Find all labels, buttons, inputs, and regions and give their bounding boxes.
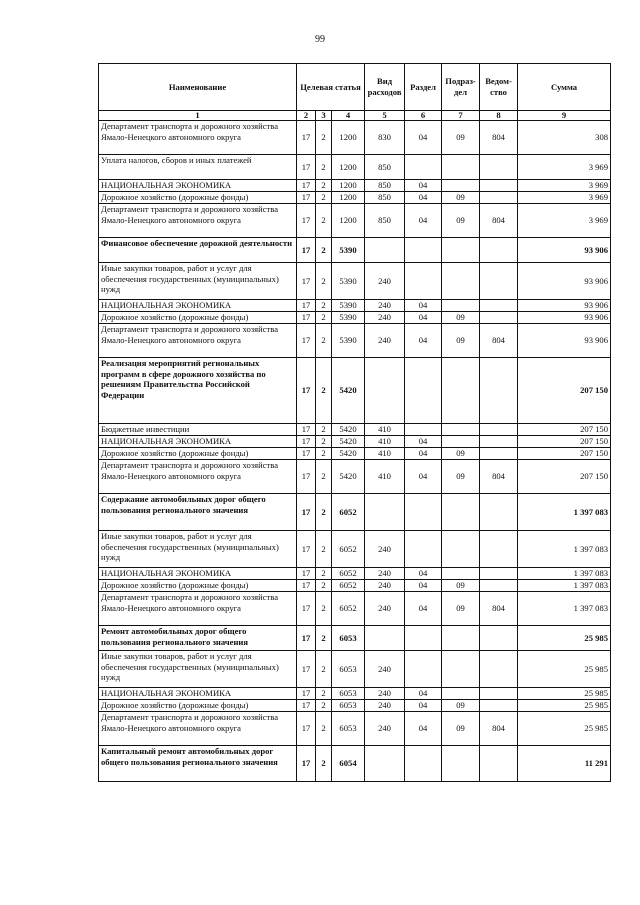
row-subsection-cell — [442, 180, 480, 192]
table-row — [99, 688, 611, 700]
row-article-code-cell: 6052 — [332, 580, 365, 592]
row-program-code-cell: 17 — [297, 436, 316, 448]
row-department-cell: 804 — [480, 324, 518, 358]
table-row — [99, 436, 611, 448]
row-article-code-cell: 6053 — [332, 626, 365, 651]
row-section-cell: 04 — [405, 300, 442, 312]
row-name-cell: Департамент транспорта и дорожного хозяйства Ямало-Ненецкого автономного округа — [99, 592, 297, 626]
table-row — [99, 448, 611, 460]
row-program-code-cell: 17 — [297, 651, 316, 688]
row-section-cell: 04 — [405, 568, 442, 580]
row-program-code-cell: 17 — [297, 358, 316, 424]
row-section-cell: 04 — [405, 460, 442, 494]
column-number: 4 — [332, 111, 365, 121]
row-article-code-cell: 6052 — [332, 531, 365, 568]
row-section-cell: 04 — [405, 688, 442, 700]
column-number: 7 — [442, 111, 480, 121]
row-subsection-cell — [442, 358, 480, 424]
row-section-cell: 04 — [405, 312, 442, 324]
row-subsection-cell: 09 — [442, 204, 480, 238]
row-article-code-cell: 5390 — [332, 300, 365, 312]
row-name-cell: Департамент транспорта и дорожного хозяйства Ямало-Ненецкого автономного округа — [99, 204, 297, 238]
row-amount-cell: 3 969 — [518, 155, 611, 180]
column-number-row — [99, 111, 611, 121]
row-name-cell: Департамент транспорта и дорожного хозяйства Ямало-Ненецкого автономного округа — [99, 712, 297, 746]
table-row — [99, 712, 611, 746]
row-subprogram-code-cell: 2 — [316, 436, 332, 448]
row-expense-type-cell: 240 — [365, 300, 405, 312]
row-subsection-cell — [442, 626, 480, 651]
table-row — [99, 324, 611, 358]
table-row — [99, 494, 611, 531]
column-number: 8 — [480, 111, 518, 121]
row-program-code-cell: 17 — [297, 263, 316, 300]
row-subprogram-code-cell: 2 — [316, 580, 332, 592]
row-department-cell — [480, 651, 518, 688]
row-article-code-cell: 5390 — [332, 263, 365, 300]
row-name-cell: НАЦИОНАЛЬНАЯ ЭКОНОМИКА — [99, 688, 297, 700]
table-row — [99, 155, 611, 180]
row-subsection-cell — [442, 155, 480, 180]
table-row — [99, 300, 611, 312]
row-program-code-cell: 17 — [297, 626, 316, 651]
row-article-code-cell: 5420 — [332, 448, 365, 460]
row-article-code-cell: 6053 — [332, 651, 365, 688]
row-name-cell: Содержание автомобильных дорог общего пользования регионального значения — [99, 494, 297, 531]
row-subsection-cell: 09 — [442, 712, 480, 746]
header-section: Раздел — [405, 64, 442, 111]
row-article-code-cell: 6053 — [332, 700, 365, 712]
row-subsection-cell — [442, 531, 480, 568]
row-article-code-cell: 1200 — [332, 155, 365, 180]
row-expense-type-cell — [365, 746, 405, 782]
table-row — [99, 700, 611, 712]
row-name-cell: Дорожное хозяйство (дорожные фонды) — [99, 192, 297, 204]
row-subprogram-code-cell: 2 — [316, 238, 332, 263]
row-expense-type-cell: 240 — [365, 312, 405, 324]
row-name-cell: Капитальный ремонт автомобильных дорог общего пользования регионального значения — [99, 746, 297, 782]
column-number: 5 — [365, 111, 405, 121]
row-amount-cell: 93 906 — [518, 324, 611, 358]
row-amount-cell: 207 150 — [518, 460, 611, 494]
row-section-cell: 04 — [405, 712, 442, 746]
row-section-cell — [405, 155, 442, 180]
row-program-code-cell: 17 — [297, 424, 316, 436]
row-amount-cell: 1 397 083 — [518, 531, 611, 568]
row-expense-type-cell: 410 — [365, 436, 405, 448]
row-department-cell — [480, 626, 518, 651]
row-department-cell: 804 — [480, 204, 518, 238]
row-subsection-cell — [442, 568, 480, 580]
row-department-cell: 804 — [480, 592, 518, 626]
row-department-cell: 804 — [480, 121, 518, 155]
row-program-code-cell: 17 — [297, 746, 316, 782]
row-amount-cell: 93 906 — [518, 263, 611, 300]
row-subprogram-code-cell: 2 — [316, 358, 332, 424]
row-subsection-cell: 09 — [442, 580, 480, 592]
row-section-cell — [405, 424, 442, 436]
table-row — [99, 592, 611, 626]
row-program-code-cell: 17 — [297, 531, 316, 568]
table-row — [99, 424, 611, 436]
row-subsection-cell — [442, 238, 480, 263]
table-row — [99, 238, 611, 263]
row-section-cell: 04 — [405, 324, 442, 358]
row-name-cell: Бюджетные инвестиции — [99, 424, 297, 436]
row-amount-cell: 1 397 083 — [518, 494, 611, 531]
row-program-code-cell: 17 — [297, 121, 316, 155]
row-expense-type-cell: 240 — [365, 700, 405, 712]
row-subsection-cell: 09 — [442, 324, 480, 358]
row-expense-type-cell: 410 — [365, 460, 405, 494]
row-amount-cell: 308 — [518, 121, 611, 155]
row-department-cell — [480, 494, 518, 531]
row-subprogram-code-cell: 2 — [316, 192, 332, 204]
column-number: 2 — [297, 111, 316, 121]
row-amount-cell: 93 906 — [518, 300, 611, 312]
row-article-code-cell: 5390 — [332, 312, 365, 324]
row-name-cell: Ремонт автомобильных дорог общего пользования регионального значения — [99, 626, 297, 651]
row-department-cell: 804 — [480, 712, 518, 746]
row-article-code-cell: 6052 — [332, 568, 365, 580]
row-program-code-cell: 17 — [297, 204, 316, 238]
row-expense-type-cell: 240 — [365, 568, 405, 580]
header-expense-type: Вид расходов — [365, 64, 405, 111]
row-amount-cell: 207 150 — [518, 436, 611, 448]
row-amount-cell: 207 150 — [518, 448, 611, 460]
row-amount-cell: 11 291 — [518, 746, 611, 782]
row-name-cell: НАЦИОНАЛЬНАЯ ЭКОНОМИКА — [99, 300, 297, 312]
row-name-cell: Дорожное хозяйство (дорожные фонды) — [99, 580, 297, 592]
row-amount-cell: 1 397 083 — [518, 568, 611, 580]
row-section-cell: 04 — [405, 204, 442, 238]
page-number: 99 — [315, 34, 325, 45]
row-subsection-cell: 09 — [442, 448, 480, 460]
row-subprogram-code-cell: 2 — [316, 700, 332, 712]
row-subprogram-code-cell: 2 — [316, 712, 332, 746]
row-expense-type-cell: 850 — [365, 204, 405, 238]
row-article-code-cell: 1200 — [332, 180, 365, 192]
row-department-cell — [480, 238, 518, 263]
row-name-cell: НАЦИОНАЛЬНАЯ ЭКОНОМИКА — [99, 568, 297, 580]
row-subprogram-code-cell: 2 — [316, 568, 332, 580]
row-program-code-cell: 17 — [297, 460, 316, 494]
row-amount-cell: 3 969 — [518, 204, 611, 238]
row-article-code-cell: 6052 — [332, 592, 365, 626]
row-article-code-cell: 5420 — [332, 424, 365, 436]
table-row — [99, 746, 611, 782]
row-amount-cell: 3 969 — [518, 192, 611, 204]
row-program-code-cell: 17 — [297, 580, 316, 592]
table-row — [99, 531, 611, 568]
row-subsection-cell: 09 — [442, 460, 480, 494]
row-article-code-cell: 6052 — [332, 494, 365, 531]
table-row — [99, 312, 611, 324]
row-section-cell: 04 — [405, 180, 442, 192]
row-program-code-cell: 17 — [297, 592, 316, 626]
table-row — [99, 180, 611, 192]
row-program-code-cell: 17 — [297, 712, 316, 746]
row-program-code-cell: 17 — [297, 312, 316, 324]
row-subsection-cell — [442, 424, 480, 436]
row-name-cell: НАЦИОНАЛЬНАЯ ЭКОНОМИКА — [99, 180, 297, 192]
column-number: 1 — [99, 111, 297, 121]
row-article-code-cell: 1200 — [332, 204, 365, 238]
row-amount-cell: 207 150 — [518, 358, 611, 424]
row-expense-type-cell: 850 — [365, 155, 405, 180]
table-row — [99, 568, 611, 580]
row-amount-cell: 25 985 — [518, 651, 611, 688]
row-department-cell — [480, 448, 518, 460]
row-name-cell: Уплата налогов, сборов и иных платежей — [99, 155, 297, 180]
row-subprogram-code-cell: 2 — [316, 592, 332, 626]
row-amount-cell: 25 985 — [518, 688, 611, 700]
row-program-code-cell: 17 — [297, 324, 316, 358]
row-subsection-cell — [442, 263, 480, 300]
row-department-cell — [480, 531, 518, 568]
row-department-cell — [480, 192, 518, 204]
row-expense-type-cell: 410 — [365, 448, 405, 460]
row-section-cell: 04 — [405, 700, 442, 712]
row-article-code-cell: 5390 — [332, 324, 365, 358]
row-amount-cell: 93 906 — [518, 238, 611, 263]
row-expense-type-cell — [365, 626, 405, 651]
row-department-cell — [480, 300, 518, 312]
row-subprogram-code-cell: 2 — [316, 626, 332, 651]
header-row — [99, 64, 611, 111]
row-article-code-cell: 1200 — [332, 192, 365, 204]
table-row — [99, 460, 611, 494]
row-subprogram-code-cell: 2 — [316, 263, 332, 300]
row-name-cell: Иные закупки товаров, работ и услуг для обеспечения государственных (муниципальных) нужд — [99, 651, 297, 688]
row-section-cell — [405, 626, 442, 651]
row-section-cell — [405, 263, 442, 300]
row-department-cell — [480, 155, 518, 180]
row-section-cell — [405, 651, 442, 688]
row-expense-type-cell: 830 — [365, 121, 405, 155]
header-name: Наименование — [99, 64, 297, 111]
row-subsection-cell: 09 — [442, 592, 480, 626]
row-amount-cell: 25 985 — [518, 700, 611, 712]
row-department-cell — [480, 688, 518, 700]
header-department: Ведом-ство — [480, 64, 518, 111]
row-amount-cell: 1 397 083 — [518, 592, 611, 626]
row-program-code-cell: 17 — [297, 688, 316, 700]
row-subsection-cell: 09 — [442, 312, 480, 324]
row-subprogram-code-cell: 2 — [316, 531, 332, 568]
row-expense-type-cell: 240 — [365, 531, 405, 568]
table-row — [99, 263, 611, 300]
row-subsection-cell — [442, 688, 480, 700]
row-subprogram-code-cell: 2 — [316, 746, 332, 782]
row-name-cell: НАЦИОНАЛЬНАЯ ЭКОНОМИКА — [99, 436, 297, 448]
budget-table — [98, 63, 611, 782]
row-section-cell: 04 — [405, 592, 442, 626]
row-article-code-cell: 1200 — [332, 121, 365, 155]
row-department-cell — [480, 358, 518, 424]
row-subprogram-code-cell: 2 — [316, 312, 332, 324]
row-subprogram-code-cell: 2 — [316, 121, 332, 155]
column-number: 9 — [518, 111, 611, 121]
row-name-cell: Дорожное хозяйство (дорожные фонды) — [99, 700, 297, 712]
row-subprogram-code-cell: 2 — [316, 180, 332, 192]
table-body — [99, 121, 611, 782]
row-expense-type-cell: 240 — [365, 651, 405, 688]
row-expense-type-cell: 410 — [365, 424, 405, 436]
row-subsection-cell — [442, 494, 480, 531]
row-amount-cell: 207 150 — [518, 424, 611, 436]
row-expense-type-cell — [365, 238, 405, 263]
row-subprogram-code-cell: 2 — [316, 155, 332, 180]
row-amount-cell: 1 397 083 — [518, 580, 611, 592]
row-article-code-cell: 6053 — [332, 712, 365, 746]
row-amount-cell: 25 985 — [518, 626, 611, 651]
row-expense-type-cell: 850 — [365, 180, 405, 192]
row-amount-cell: 93 906 — [518, 312, 611, 324]
table-row — [99, 651, 611, 688]
row-name-cell: Департамент транспорта и дорожного хозяйства Ямало-Ненецкого автономного округа — [99, 324, 297, 358]
row-section-cell: 04 — [405, 448, 442, 460]
row-name-cell: Дорожное хозяйство (дорожные фонды) — [99, 448, 297, 460]
row-name-cell: Дорожное хозяйство (дорожные фонды) — [99, 312, 297, 324]
row-expense-type-cell: 240 — [365, 592, 405, 626]
row-name-cell: Департамент транспорта и дорожного хозяйства Ямало-Ненецкого автономного округа — [99, 460, 297, 494]
row-name-cell: Финансовое обеспечение дорожной деятельности — [99, 238, 297, 263]
table-row — [99, 358, 611, 424]
row-subprogram-code-cell: 2 — [316, 324, 332, 358]
row-section-cell: 04 — [405, 436, 442, 448]
header-subsection: Подраз-дел — [442, 64, 480, 111]
row-expense-type-cell: 240 — [365, 324, 405, 358]
header-target-article: Целевая статья — [297, 64, 365, 111]
row-subprogram-code-cell: 2 — [316, 688, 332, 700]
table-row — [99, 580, 611, 592]
row-subsection-cell: 09 — [442, 700, 480, 712]
row-subsection-cell — [442, 746, 480, 782]
row-subprogram-code-cell: 2 — [316, 204, 332, 238]
row-subsection-cell — [442, 300, 480, 312]
row-amount-cell: 25 985 — [518, 712, 611, 746]
row-department-cell — [480, 700, 518, 712]
row-expense-type-cell: 240 — [365, 263, 405, 300]
row-subprogram-code-cell: 2 — [316, 424, 332, 436]
row-department-cell — [480, 312, 518, 324]
table-row — [99, 626, 611, 651]
row-article-code-cell: 6053 — [332, 688, 365, 700]
row-department-cell — [480, 180, 518, 192]
row-section-cell: 04 — [405, 580, 442, 592]
row-program-code-cell: 17 — [297, 494, 316, 531]
row-expense-type-cell: 850 — [365, 192, 405, 204]
row-section-cell — [405, 531, 442, 568]
row-program-code-cell: 17 — [297, 568, 316, 580]
row-program-code-cell: 17 — [297, 448, 316, 460]
row-program-code-cell: 17 — [297, 155, 316, 180]
row-expense-type-cell: 240 — [365, 580, 405, 592]
row-article-code-cell: 5420 — [332, 436, 365, 448]
table-row — [99, 204, 611, 238]
row-department-cell — [480, 436, 518, 448]
row-article-code-cell: 5390 — [332, 238, 365, 263]
row-article-code-cell: 5420 — [332, 358, 365, 424]
row-section-cell — [405, 746, 442, 782]
row-section-cell — [405, 358, 442, 424]
column-number: 6 — [405, 111, 442, 121]
row-department-cell — [480, 568, 518, 580]
row-department-cell: 804 — [480, 460, 518, 494]
row-subsection-cell — [442, 436, 480, 448]
row-department-cell — [480, 746, 518, 782]
row-program-code-cell: 17 — [297, 192, 316, 204]
row-subsection-cell — [442, 651, 480, 688]
row-subprogram-code-cell: 2 — [316, 460, 332, 494]
row-section-cell: 04 — [405, 192, 442, 204]
column-number: 3 — [316, 111, 332, 121]
row-subprogram-code-cell: 2 — [316, 448, 332, 460]
row-name-cell: Реализация мероприятий региональных программ в сфере дорожного хозяйства по решениям Правительства Российской Федерации — [99, 358, 297, 424]
row-subprogram-code-cell: 2 — [316, 494, 332, 531]
row-expense-type-cell: 240 — [365, 712, 405, 746]
row-subsection-cell: 09 — [442, 121, 480, 155]
row-program-code-cell: 17 — [297, 700, 316, 712]
row-subsection-cell: 09 — [442, 192, 480, 204]
row-amount-cell: 3 969 — [518, 180, 611, 192]
row-program-code-cell: 17 — [297, 180, 316, 192]
row-program-code-cell: 17 — [297, 300, 316, 312]
row-article-code-cell: 6054 — [332, 746, 365, 782]
row-section-cell — [405, 238, 442, 263]
row-department-cell — [480, 424, 518, 436]
row-section-cell — [405, 494, 442, 531]
row-name-cell: Департамент транспорта и дорожного хозяйства Ямало-Ненецкого автономного округа — [99, 121, 297, 155]
row-subprogram-code-cell: 2 — [316, 651, 332, 688]
row-article-code-cell: 5420 — [332, 460, 365, 494]
table-row — [99, 192, 611, 204]
row-name-cell: Иные закупки товаров, работ и услуг для обеспечения государственных (муниципальных) нужд — [99, 263, 297, 300]
row-expense-type-cell — [365, 494, 405, 531]
row-subprogram-code-cell: 2 — [316, 300, 332, 312]
table-row — [99, 121, 611, 155]
row-expense-type-cell — [365, 358, 405, 424]
row-section-cell: 04 — [405, 121, 442, 155]
row-department-cell — [480, 263, 518, 300]
row-program-code-cell: 17 — [297, 238, 316, 263]
header-amount: Сумма — [518, 64, 611, 111]
row-department-cell — [480, 580, 518, 592]
row-expense-type-cell: 240 — [365, 688, 405, 700]
row-name-cell: Иные закупки товаров, работ и услуг для обеспечения государственных (муниципальных) нужд — [99, 531, 297, 568]
